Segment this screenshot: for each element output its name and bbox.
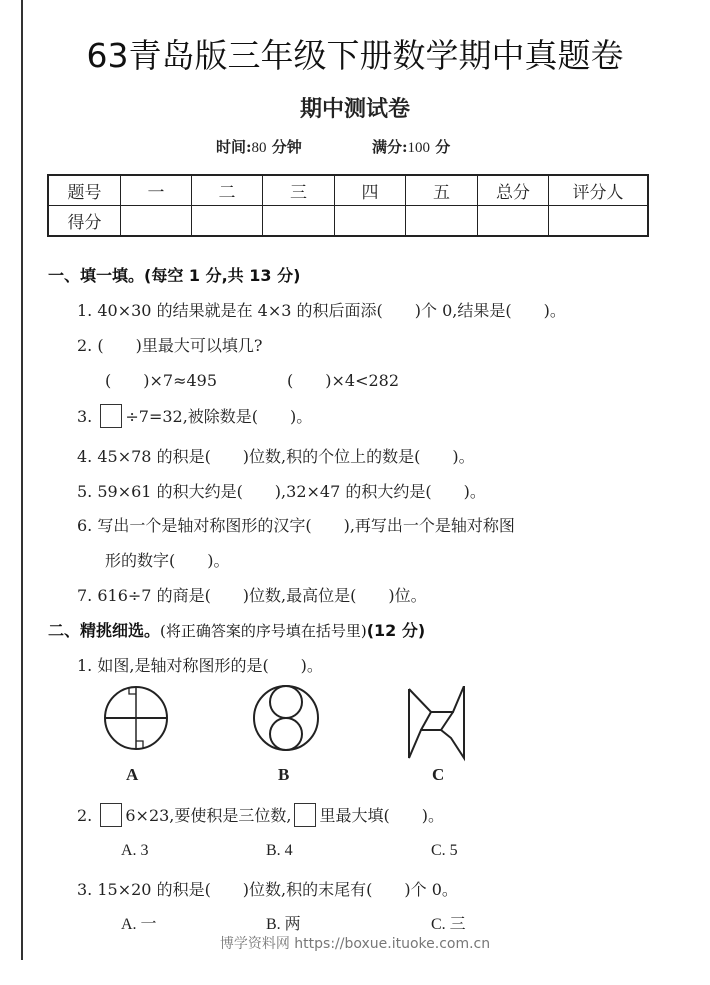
s2-question-1: 1. 如图,是轴对称图形的是( )。 (77, 656, 323, 675)
q2-number: 2. (77, 806, 93, 825)
s1-question-3 (77, 404, 312, 428)
header-cell: 总分 (478, 175, 549, 206)
s1-question-5: 5. 59×61 的积大约是( ),32×47 的积大约是( )。 (77, 482, 486, 501)
s1-question-2b: ( )×4<282 (287, 371, 400, 390)
circle-with-figure-eight-icon (252, 684, 322, 754)
score-table (47, 174, 649, 237)
time-label: 时间: (216, 138, 252, 156)
exam-subtitle: 期中测试卷 (299, 97, 410, 122)
s2-q2-option-c: C. 5 (431, 842, 458, 859)
figure-c-label: C (432, 765, 445, 784)
page-margin-line (21, 0, 23, 960)
s1-question-4: 4. 45×78 的积是( )位数,积的个位上的数是( )。 (77, 447, 475, 466)
s2-q3-option-c: C. 三 (431, 916, 466, 933)
s2-question-2 (77, 803, 444, 827)
score-cell[interactable] (263, 206, 335, 237)
score-cell[interactable] (478, 206, 549, 237)
header-cell: 一 (121, 175, 192, 206)
score-value: 100 (407, 140, 431, 156)
score-label: 满分: (372, 138, 408, 156)
section1-title: 一、填一填。 (48, 266, 145, 285)
watermark-link[interactable]: 博学资料网 https://boxue.ituoke.com.cn (219, 936, 491, 952)
time-unit: 分钟 (271, 138, 302, 156)
s2-q3-option-a: A. 一 (121, 916, 157, 933)
bowtie-shape-icon (402, 686, 472, 762)
document-title: 63青岛版三年级下册数学期中真题卷 (86, 36, 624, 75)
q2-text-end: 里最大填( )。 (319, 806, 444, 825)
section1-note: (每空 1 分,共 13 分) (144, 266, 301, 285)
blank-box[interactable] (100, 803, 122, 827)
header-cell: 四 (335, 175, 406, 206)
exam-full-score (372, 136, 450, 157)
score-unit: 分 (435, 138, 451, 156)
header-cell: 五 (406, 175, 478, 206)
s2-q2-option-b: B. 4 (266, 842, 293, 859)
blank-box[interactable] (100, 404, 122, 428)
score-cell[interactable] (192, 206, 263, 237)
section2-points: (12 分) (366, 621, 426, 640)
s1-question-1: 1. 40×30 的结果就是在 4×3 的积后面添( )个 0,结果是( )。 (77, 301, 566, 320)
s1-question-6-line1: 6. 写出一个是轴对称图形的汉字( ),再写出一个是轴对称图 (77, 516, 515, 535)
circle-with-cross-icon (100, 684, 174, 754)
s1-question-7: 7. 616÷7 的商是( )位数,最高位是( )位。 (77, 586, 427, 605)
header-cell: 评分人 (549, 175, 649, 206)
q3-number: 3. (77, 407, 93, 426)
section2-note: (将正确答案的序号填在括号里) (160, 622, 367, 640)
figure-b-label: B (278, 765, 290, 784)
section2-title: 二、精挑细选。 (48, 621, 161, 640)
s2-q2-option-a: A. 3 (121, 842, 149, 859)
score-cell[interactable] (549, 206, 649, 237)
exam-time (216, 136, 302, 157)
header-cell: 题号 (48, 175, 121, 206)
score-table-score-row (48, 206, 648, 237)
section1-heading (48, 263, 300, 286)
score-cell[interactable] (406, 206, 478, 237)
score-cell[interactable] (335, 206, 406, 237)
score-cell[interactable] (121, 206, 192, 237)
header-cell: 三 (263, 175, 335, 206)
blank-box[interactable] (294, 803, 316, 827)
figure-a-label: A (126, 765, 139, 784)
q2-text-mid: 6×23,要使积是三位数, (125, 806, 292, 825)
row-label-cell: 得分 (48, 206, 121, 237)
section2-heading (48, 618, 425, 641)
header-cell: 二 (192, 175, 263, 206)
s1-question-2a: ( )×7≈495 (105, 371, 218, 390)
s2-q3-option-b: B. 两 (266, 916, 301, 933)
s1-question-2: 2. ( )里最大可以填几? (77, 336, 263, 355)
s2-question-3: 3. 15×20 的积是( )位数,积的末尾有( )个 0。 (77, 880, 458, 899)
time-value: 80 (251, 140, 267, 156)
q3-text: ÷7=32,被除数是( )。 (125, 407, 313, 426)
s1-question-6-line2: 形的数字( )。 (105, 551, 230, 570)
score-table-header-row (48, 175, 648, 206)
